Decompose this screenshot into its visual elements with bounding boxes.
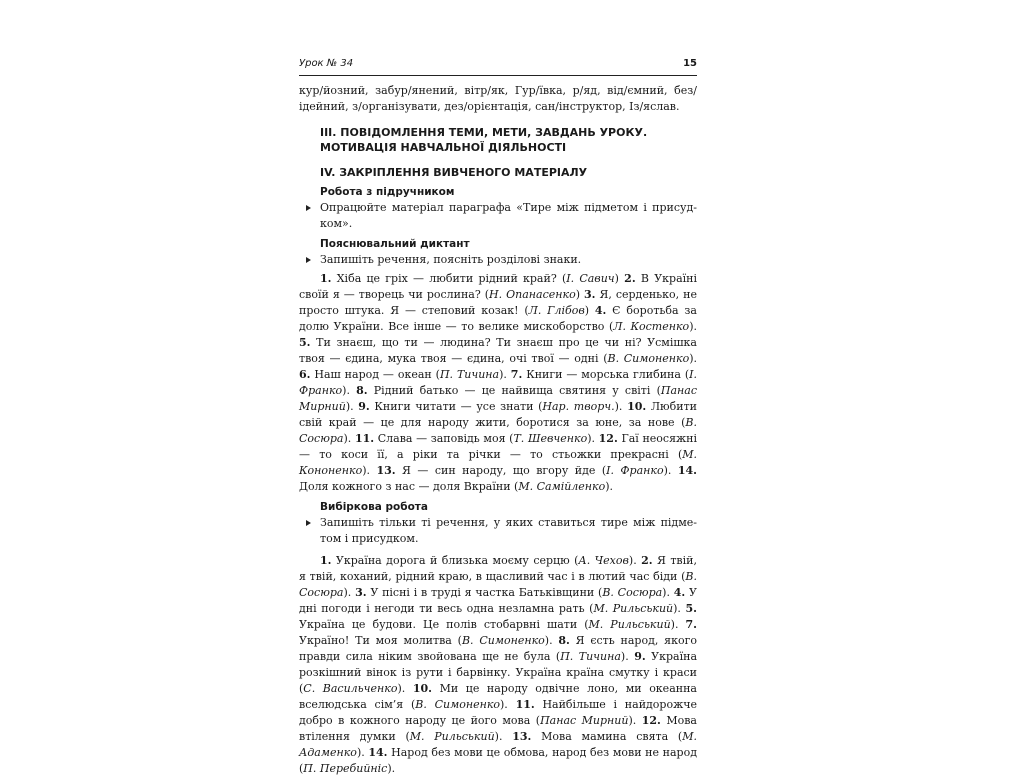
running-header	[299, 58, 697, 76]
sentence-end: ).	[587, 432, 599, 445]
textbook-heading: Робота з підручником	[320, 186, 455, 198]
sentence-text: Наш народ — океан (	[310, 368, 440, 381]
sentence-author: П. Тичина	[439, 368, 500, 381]
continuation-text: кур/йозний, забур/янений, вітр/як, Гур/ївка, р/яд, від/ємний, без/ідейний, з/організувати, дез/орієнтація, сан/інструктор, Із/яслав.	[299, 84, 697, 113]
sentence-text: Ти знаєш, що ти — людина? Ти знаєш про це чи ні? Усмішка твоя — єдина, мука твоя — єдина, очі твої — одні (	[299, 336, 697, 365]
section-3-heading	[320, 125, 697, 155]
sentence-author: Т. Шевченко	[513, 432, 588, 445]
sentence-number: 2.	[641, 554, 653, 567]
sentence-text: Мова втілення думки (	[299, 714, 697, 743]
sentence-number: 12.	[641, 714, 661, 727]
lesson-label: Урок № 34	[299, 58, 354, 69]
sentence-text: Доля кожного з нас — доля Вкраїни (	[299, 480, 519, 493]
sentence-author: В. Симоненко	[461, 634, 545, 647]
textbook-task	[299, 200, 697, 232]
sentence-end: ).	[494, 730, 513, 743]
sentence-number: 2.	[624, 272, 636, 285]
sentence-end: ).	[628, 714, 642, 727]
sentence-end: ).	[343, 586, 356, 599]
arrow-bullet-icon	[306, 205, 311, 211]
sentence-text: Ми це народу одвічне лоно, ми океанна вселюдська сім’я (	[299, 682, 697, 711]
sentence-end: ).	[662, 586, 674, 599]
sentence-text: Україна дорога й близька моєму серцю (	[331, 554, 579, 567]
sentence-number: 9.	[358, 400, 370, 413]
sentence-number: 13.	[512, 730, 532, 743]
sentence-text: Гаї неосяжні — то коси її, а ріки та річки — то стьожки прекрасні (	[299, 432, 697, 461]
sentence-text: Книги — морська глибина (	[522, 368, 690, 381]
sentence-text: У дні погоди і негоди ти весь одна незламна рать (	[299, 586, 697, 615]
sentence-text: Я єсть народ, якого правди сила ніким звойована ще не була (	[299, 634, 697, 663]
sentence-author: С. Васильченко	[303, 682, 398, 695]
sentence-author: М. Рильський	[588, 618, 671, 631]
sentence-author: І. Франко	[299, 368, 697, 397]
sentence	[320, 554, 641, 567]
sentence-author: Л. Костенко	[613, 320, 690, 333]
selective-heading: Вибіркова робота	[320, 501, 428, 513]
sentence-number: 11.	[354, 432, 375, 445]
sentence-end: ).	[343, 432, 355, 445]
sentence-author: І. Савич	[566, 272, 615, 285]
sentence-author: Нар. творч.	[542, 400, 615, 413]
sentence-author: І. Франко	[606, 464, 664, 477]
sentence-number: 14.	[677, 464, 697, 477]
sentence-number: 4.	[673, 586, 686, 599]
sentence	[299, 336, 697, 365]
sentence-number: 13.	[376, 464, 396, 477]
sentence-number: 5.	[299, 336, 311, 349]
section-3-line-1: III. ПОВІДОМЛЕННЯ ТЕМИ, МЕТИ, ЗАВДАНЬ УРОКУ.	[320, 126, 648, 139]
sentence-text: Любити свій край — це для народу жити, боротися за юне, за нове (	[299, 400, 697, 429]
sentence-text: Рідний батько — це найвища святиня у світі (	[367, 384, 661, 397]
sentence-author: Панас Мирний	[299, 384, 697, 413]
sentence-author: М. Рильський	[593, 602, 674, 615]
sentence-author: М. Кононенко	[299, 448, 697, 477]
sentence-author: В. Сосюра	[602, 586, 663, 599]
sentence-end: ).	[356, 746, 369, 759]
sentence-text: Україна розкішний вінок із рути і барвінку. Україна країна смутку і краси (	[299, 650, 698, 695]
sentence-number: 8.	[558, 634, 570, 647]
sentence-end: ).	[605, 480, 614, 493]
sentence-end: ).	[628, 554, 642, 567]
sentence-number: 10.	[412, 682, 432, 695]
dictation-task	[299, 252, 697, 268]
sentence-number: 3.	[583, 288, 596, 301]
sentence-end: ).	[614, 400, 628, 413]
dictation-task-text: Запишіть речення, поясніть розділові знаки.	[320, 253, 582, 266]
sentence-number: 1.	[320, 554, 332, 567]
sentence-end: ).	[689, 352, 697, 365]
arrow-bullet-icon	[306, 257, 311, 263]
page-number: 15	[683, 58, 697, 69]
sentence-end: ).	[500, 698, 516, 711]
sentence-number: 9.	[634, 650, 646, 663]
sentence-text: Мова мамина свята (	[531, 730, 683, 743]
sentence-text: У пісні і в труді я частка Батьківщини (	[366, 586, 603, 599]
sentence-author: В. Симоненко	[415, 698, 501, 711]
sentence-author: М. Самійленко	[518, 480, 606, 493]
sentence-text: Книги читати — усе знати (	[369, 400, 543, 413]
sentence-text: Я, серденько, не просто штука. Я — степовий козак! (	[299, 288, 697, 317]
sentence-end: ).	[544, 634, 559, 647]
sentence-number: 7.	[510, 368, 523, 381]
dictation-text	[299, 271, 697, 495]
sentence-number: 11.	[515, 698, 535, 711]
sentence-number: 7.	[685, 618, 697, 631]
section-4-heading: IV. ЗАКРІПЛЕННЯ ВИВЧЕНОГО МАТЕРІАЛУ	[320, 166, 588, 179]
sentence-text: Я твій, я твій, коханий, рідний краю, в щасливий час і в лютий час біди (	[299, 554, 697, 583]
sentence-text: Я — син народу, що вгору йде (	[395, 464, 607, 477]
sentence-end: )	[575, 288, 584, 301]
sentence-text: Україно! Ти моя молитва (	[299, 634, 462, 647]
section-3-line-2: МОТИВАЦІЯ НАВЧАЛЬНОЇ ДІЯЛЬНОСТІ	[320, 141, 567, 154]
sentence-author: Панас Мирний	[540, 714, 629, 727]
sentence-end: )	[584, 304, 595, 317]
sentence-text: Хіба це гріх — любити рідний край? (	[331, 272, 567, 285]
sentence-author: М. Рильський	[409, 730, 495, 743]
selective-text	[299, 553, 697, 777]
sentence-end: ).	[620, 650, 635, 663]
sentence-number: 4.	[594, 304, 607, 317]
sentence-author: П. Тичина	[560, 650, 621, 663]
sentence-number: 8.	[356, 384, 368, 397]
sentence-author: В. Симоненко	[607, 352, 690, 365]
sentence	[299, 368, 511, 381]
sentence-author: Н. Опанасенко	[489, 288, 576, 301]
sentence-number: 3.	[355, 586, 367, 599]
sentence-number: 14.	[368, 746, 388, 759]
sentence	[376, 464, 677, 477]
sentence-end: ).	[499, 368, 511, 381]
sentence-author: В. Сосюра	[299, 570, 697, 599]
sentence-number: 5.	[685, 602, 697, 615]
textbook-task-text: Опрацюйте матеріал параграфа «Тире між підметом і присудком».	[320, 201, 697, 230]
sentence-author: М. Адаменко	[299, 730, 697, 759]
sentence-text: Народ без мови це обмова, народ без мови не народ (	[299, 746, 697, 775]
book-page	[299, 58, 697, 777]
sentence-number: 12.	[598, 432, 618, 445]
sentence-text: Слава — заповідь моя (	[374, 432, 514, 445]
sentence-author: Л. Глібов	[528, 304, 585, 317]
sentence-author: А. Чехов	[578, 554, 629, 567]
sentence-end: ).	[673, 602, 686, 615]
sentence-end: ).	[345, 400, 359, 413]
sentence-end: )	[614, 272, 625, 285]
sentence-number: 10.	[627, 400, 647, 413]
sentence-author: П. Перебийніс	[303, 762, 388, 775]
sentence	[355, 432, 599, 445]
dictation-heading: Пояснювальний диктант	[320, 238, 470, 250]
sentence	[358, 400, 627, 413]
sentence-end: ).	[387, 762, 396, 775]
sentence-author: В. Сосюра	[299, 416, 697, 445]
sentence-end: ).	[397, 682, 413, 695]
sentence-end: ).	[342, 384, 357, 397]
arrow-bullet-icon	[306, 520, 311, 526]
selective-task	[299, 515, 697, 547]
sentence-end: ).	[689, 320, 697, 333]
sentence-end: ).	[362, 464, 377, 477]
sentence	[355, 586, 674, 599]
sentence-text: Є боротьба за долю України. Все інше — то велике мискоборство (	[299, 304, 697, 333]
sentence-text: Україна це будови. Це полів стобарвні шати (	[299, 618, 589, 631]
sentence-text: Найбільше і найдорожче добро в кожного народу це його мова (	[299, 698, 697, 727]
sentence	[320, 272, 624, 285]
sentence-end: ).	[663, 464, 678, 477]
sentence-number: 1.	[320, 272, 332, 285]
selective-task-text: Запишіть тільки ті речення, у яких ставиться тире між підметом і присудком.	[320, 516, 697, 545]
sentence-end: ).	[670, 618, 686, 631]
sentence-number: 6.	[299, 368, 311, 381]
sentence-text: В Україні своїй я — творець чи рослина? (	[299, 272, 697, 301]
